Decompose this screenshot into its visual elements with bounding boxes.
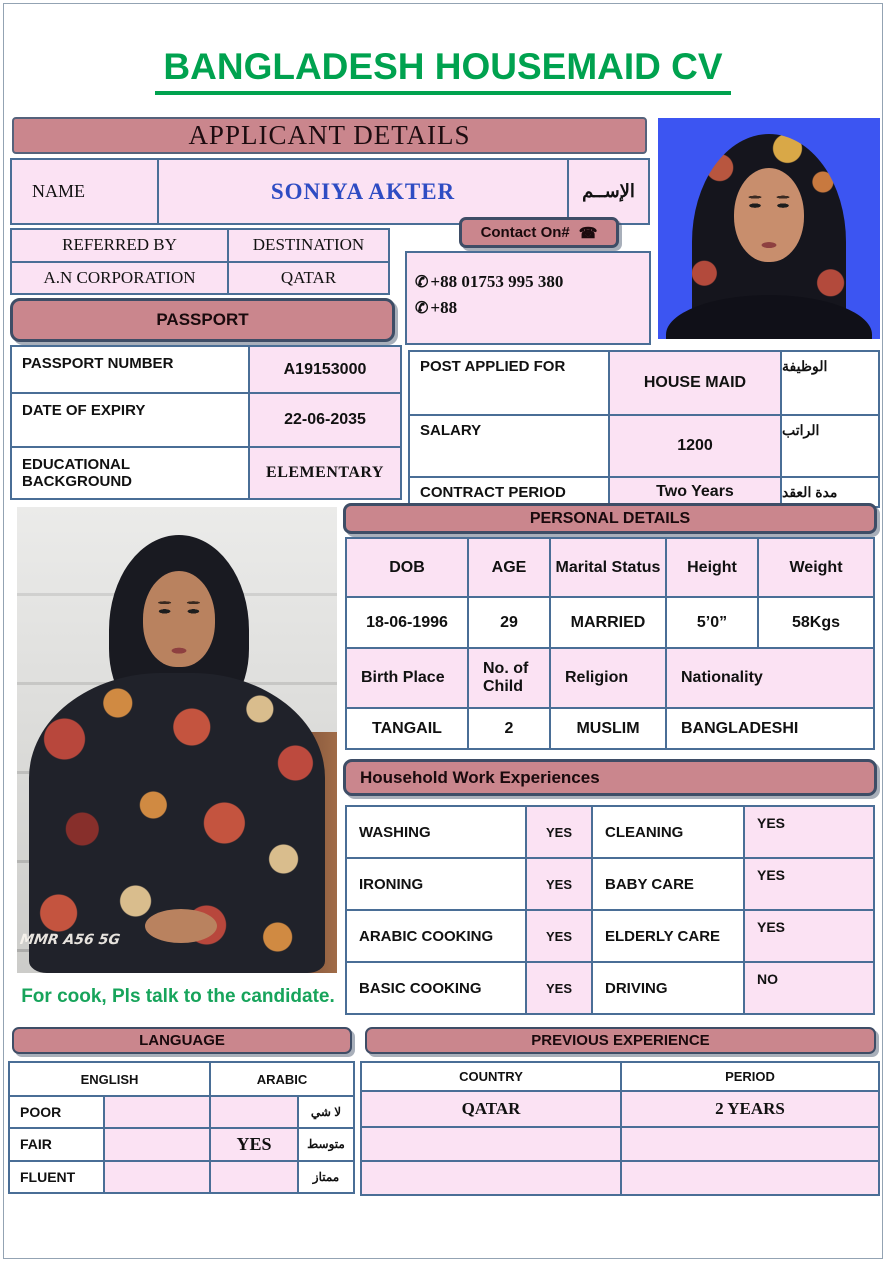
personal-details-table bbox=[345, 537, 875, 750]
phone-number: +88 01753 995 380 bbox=[430, 272, 564, 291]
personal-details-title: PERSONAL DETAILS bbox=[529, 509, 691, 527]
birth-place-header: Birth Place bbox=[347, 649, 467, 707]
passport-photo-face bbox=[734, 168, 804, 262]
referred-destination-table bbox=[10, 228, 390, 295]
language-section-header bbox=[12, 1027, 352, 1054]
name-label-arabic: الإســم bbox=[569, 160, 648, 223]
household-work-title: Household Work Experiences bbox=[360, 767, 600, 787]
skill-arabic-cooking-value: YES bbox=[527, 911, 591, 961]
contact-on-label: Contact On# bbox=[480, 224, 570, 241]
nationality-header: Nationality bbox=[667, 649, 873, 707]
arabic-label-poor: لا شي bbox=[299, 1097, 353, 1127]
salary-arabic: الراتب bbox=[782, 416, 878, 476]
passport-number-label: PASSPORT NUMBER bbox=[12, 347, 248, 392]
experience-period bbox=[622, 1162, 878, 1194]
passport-section-title: PASSPORT bbox=[156, 310, 249, 329]
phone-line bbox=[415, 269, 649, 295]
camera-watermark: MMR A56 5G bbox=[18, 932, 122, 948]
candidate-photo-hands bbox=[145, 909, 217, 943]
country-header: COUNTRY bbox=[362, 1063, 620, 1090]
previous-experience-table bbox=[360, 1061, 880, 1196]
level-poor: POOR bbox=[10, 1097, 103, 1127]
telephone-icon: ☎ bbox=[578, 224, 598, 242]
experience-period bbox=[622, 1128, 878, 1160]
date-of-expiry-label: DATE OF EXPIRY bbox=[12, 394, 248, 446]
period-header: PERIOD bbox=[622, 1063, 878, 1090]
skill-arabic-cooking: ARABIC COOKING bbox=[347, 911, 525, 961]
household-work-table bbox=[345, 805, 875, 1015]
document-title bbox=[0, 46, 886, 95]
post-applied-value: HOUSE MAID bbox=[610, 352, 780, 414]
experience-country bbox=[362, 1162, 620, 1194]
name-row bbox=[10, 158, 650, 225]
name-label: NAME bbox=[12, 160, 157, 223]
candidate-photo bbox=[17, 507, 337, 973]
arabic-fair-cell: YES bbox=[211, 1129, 297, 1159]
candidate-photo-face bbox=[143, 571, 215, 667]
arabic-column-header: ARABIC bbox=[211, 1063, 353, 1095]
height-value: 5’0” bbox=[667, 598, 757, 647]
post-applied-label: POST APPLIED FOR bbox=[410, 352, 608, 414]
contact-numbers-box bbox=[405, 251, 651, 345]
post-applied-arabic: الوظيفة bbox=[782, 352, 878, 414]
skill-basic-cooking-value: YES bbox=[527, 963, 591, 1013]
salary-value: 1200 bbox=[610, 416, 780, 476]
level-fluent: FLUENT bbox=[10, 1162, 103, 1192]
height-header: Height bbox=[667, 539, 757, 596]
english-poor-cell bbox=[105, 1097, 209, 1127]
skill-cleaning-value: YES bbox=[745, 807, 873, 857]
date-of-expiry-value: 22-06-2035 bbox=[250, 394, 400, 446]
skill-elderly-care: ELDERLY CARE bbox=[593, 911, 743, 961]
language-section-title: LANGUAGE bbox=[139, 1032, 225, 1049]
english-column-header: ENGLISH bbox=[10, 1063, 209, 1095]
passport-photo bbox=[658, 118, 880, 339]
skill-cleaning: CLEANING bbox=[593, 807, 743, 857]
english-fair-cell bbox=[105, 1129, 209, 1159]
skill-washing: WASHING bbox=[347, 807, 525, 857]
marital-status-value: MARRIED bbox=[551, 598, 665, 647]
arabic-label-fair: متوسط bbox=[299, 1129, 353, 1159]
household-work-header bbox=[343, 759, 877, 796]
experience-country bbox=[362, 1128, 620, 1160]
destination-header: DESTINATION bbox=[229, 230, 388, 261]
language-table bbox=[8, 1061, 355, 1194]
arabic-poor-cell bbox=[211, 1097, 297, 1127]
passport-section-header bbox=[10, 298, 395, 342]
cook-note: For cook, Pls talk to the candidate. bbox=[21, 986, 335, 1007]
passport-number-value: A19153000 bbox=[250, 347, 400, 392]
no-of-child-value: 2 bbox=[469, 709, 549, 748]
level-fair: FAIR bbox=[10, 1129, 103, 1159]
educational-background-label: EDUCATIONAL BACKGROUND bbox=[12, 448, 248, 498]
skill-elderly-care-value: YES bbox=[745, 911, 873, 961]
referred-by-value: A.N CORPORATION bbox=[12, 263, 227, 294]
skill-ironing: IRONING bbox=[347, 859, 525, 909]
arabic-fluent-cell bbox=[211, 1162, 297, 1192]
educational-background-value: ELEMENTARY bbox=[250, 448, 400, 498]
age-header: AGE bbox=[469, 539, 549, 596]
passport-table bbox=[10, 345, 402, 500]
age-value: 29 bbox=[469, 598, 549, 647]
dob-value: 18-06-1996 bbox=[347, 598, 467, 647]
personal-details-header bbox=[343, 503, 877, 534]
religion-header: Religion bbox=[551, 649, 665, 707]
nationality-value: BANGLADESHI bbox=[667, 709, 873, 748]
arabic-label-fluent: ممتاز bbox=[299, 1162, 353, 1192]
destination-value: QATAR bbox=[229, 263, 388, 294]
dob-header: DOB bbox=[347, 539, 467, 596]
name-value: SONIYA AKTER bbox=[159, 160, 567, 223]
weight-value: 58Kgs bbox=[759, 598, 873, 647]
marital-status-header: Marital Status bbox=[551, 539, 665, 596]
experience-country: QATAR bbox=[362, 1092, 620, 1126]
contract-period-arabic: مدة العقد bbox=[782, 478, 878, 506]
previous-experience-header bbox=[365, 1027, 876, 1054]
job-details-table bbox=[408, 350, 880, 508]
applicant-details-title: APPLICANT DETAILS bbox=[188, 120, 471, 150]
religion-value: MUSLIM bbox=[551, 709, 665, 748]
experience-period: 2 YEARS bbox=[622, 1092, 878, 1126]
skill-driving-value: NO bbox=[745, 963, 873, 1013]
previous-experience-title: PREVIOUS EXPERIENCE bbox=[531, 1032, 710, 1049]
english-fluent-cell bbox=[105, 1162, 209, 1192]
contact-on-header bbox=[459, 217, 619, 248]
referred-by-header: REFERRED BY bbox=[12, 230, 227, 261]
phone-icon: ✆ bbox=[415, 300, 429, 317]
salary-label: SALARY bbox=[410, 416, 608, 476]
skill-basic-cooking: BASIC COOKING bbox=[347, 963, 525, 1013]
skill-washing-value: YES bbox=[527, 807, 591, 857]
phone-icon: ✆ bbox=[415, 274, 429, 291]
contract-period-value: Two Years bbox=[610, 478, 780, 506]
skill-ironing-value: YES bbox=[527, 859, 591, 909]
weight-header: Weight bbox=[759, 539, 873, 596]
document-title-text: BANGLADESH HOUSEMAID CV bbox=[155, 46, 730, 95]
applicant-details-header bbox=[12, 117, 647, 154]
phone-number: +88 bbox=[430, 298, 458, 317]
skill-driving: DRIVING bbox=[593, 963, 743, 1013]
skill-baby-care: BABY CARE bbox=[593, 859, 743, 909]
contract-period-label: CONTRACT PERIOD bbox=[410, 478, 608, 506]
phone-line bbox=[415, 295, 649, 321]
skill-baby-care-value: YES bbox=[745, 859, 873, 909]
no-of-child-header: No. of Child bbox=[469, 649, 549, 707]
birth-place-value: TANGAIL bbox=[347, 709, 467, 748]
